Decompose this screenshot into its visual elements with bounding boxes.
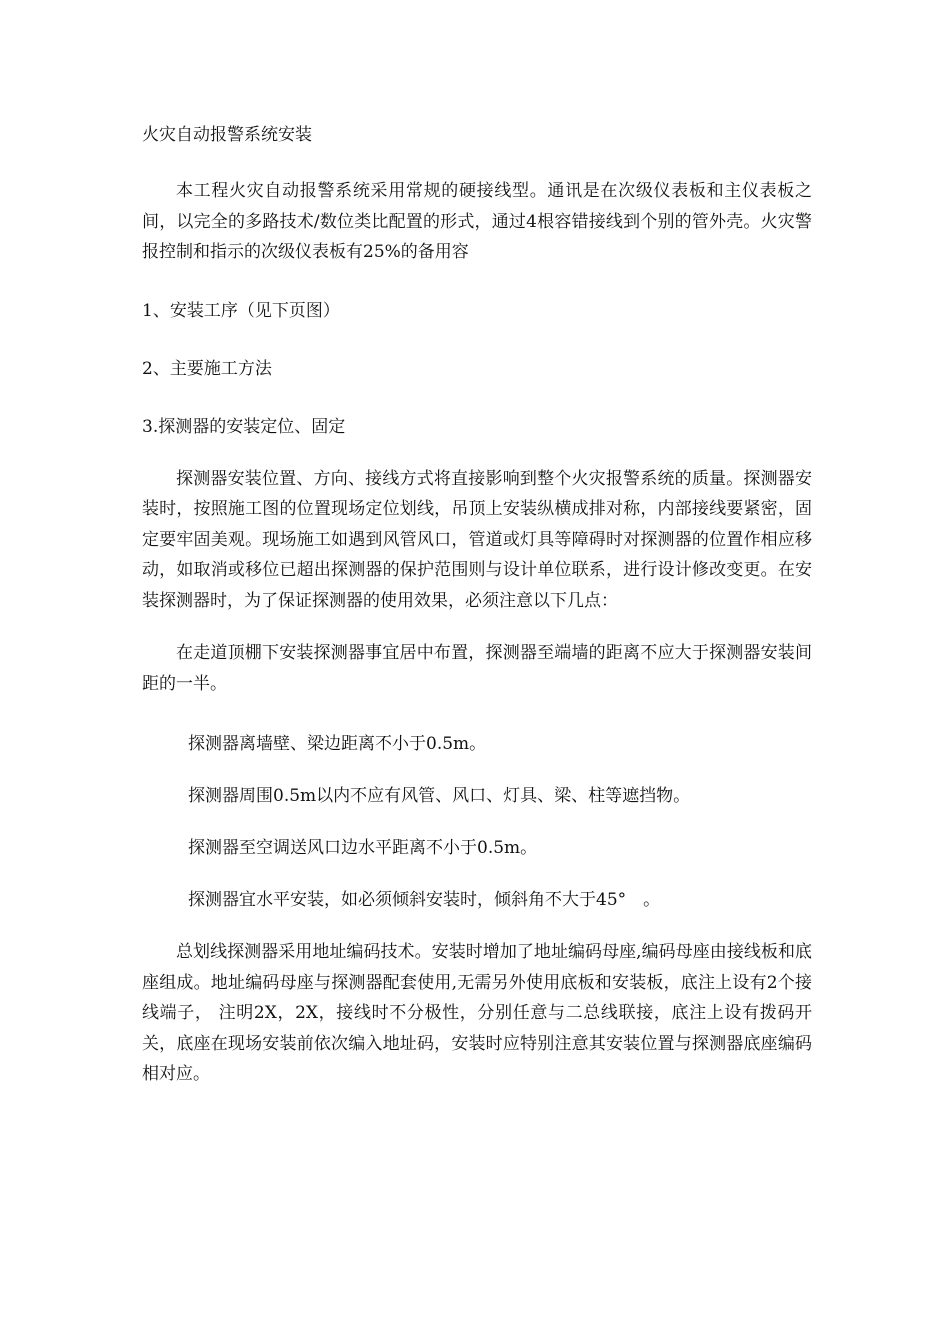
document-title: 火灾自动报警系统安装 bbox=[142, 125, 312, 145]
rule-air-outlet: 探测器至空调送风口边水平距离不小于0.5m。 bbox=[188, 838, 538, 858]
intro-paragraph: 本工程火灾自动报警系统采用常规的硬接线型。通讯是在次级仪表板和主仪表板之间，以完全的多路技术/数位类比配置的形式，通过4根容错接线到个别的管外壳。火灾警报控制和指示的次级仪表板有25%的备用容 bbox=[142, 181, 812, 262]
corridor-installation-paragraph: 在走道顶棚下安装探测器事宜居中布置，探测器至端墙的距离不应大于探测器安装间距的一半。 bbox=[142, 643, 812, 694]
rule-obstruction: 探测器周围0.5m以内不应有风管、风口、灯具、梁、柱等遮挡物。 bbox=[188, 786, 691, 806]
address-coding-paragraph: 总划线探测器采用地址编码技术。安装时增加了地址编码母座,编码母座由接线板和底座组成。地址编码母座与探测器配套使用,无需另外使用底板和安装板，底注上设有2个接线端子， 注明2X，2X，接线时不分极性，分别任意与二总线联接，底注上设有拨码开关，底座在现场安装前依次编入地址码，安装时应特别注意其安装位置与探测器底座编码相对应。 bbox=[142, 942, 812, 1084]
section-3-heading: 3.探测器的安装定位、固定 bbox=[142, 416, 346, 437]
section-2-heading: 2、主要施工方法 bbox=[142, 358, 272, 379]
rule-wall-distance: 探测器离墙壁、梁边距离不小于0.5m。 bbox=[188, 734, 487, 754]
detector-installation-paragraph: 探测器安装位置、方向、接线方式将直接影响到整个火灾报警系统的质量。探测器安装时，按照施工图的位置现场定位划线，吊顶上安装纵横成排对称，内部接线要紧密，固定要牢固美观。现场施工如遇到风管风口，管道或灯具等障碍时对探测器的位置作相应移动，如取消或移位已超出探测器的保护范围则与设计单位联系，进行设计修改变更。在安装探测器时，为了保证探测器的使用效果，必须注意以下几点： bbox=[142, 468, 812, 611]
document-page bbox=[142, 120, 812, 1090]
rule-tilt-angle: 探测器宜水平安装，如必须倾斜安装时，倾斜角不大于45° 。 bbox=[188, 890, 661, 910]
section-1-heading: 1、安装工序（见下页图） bbox=[142, 300, 340, 321]
